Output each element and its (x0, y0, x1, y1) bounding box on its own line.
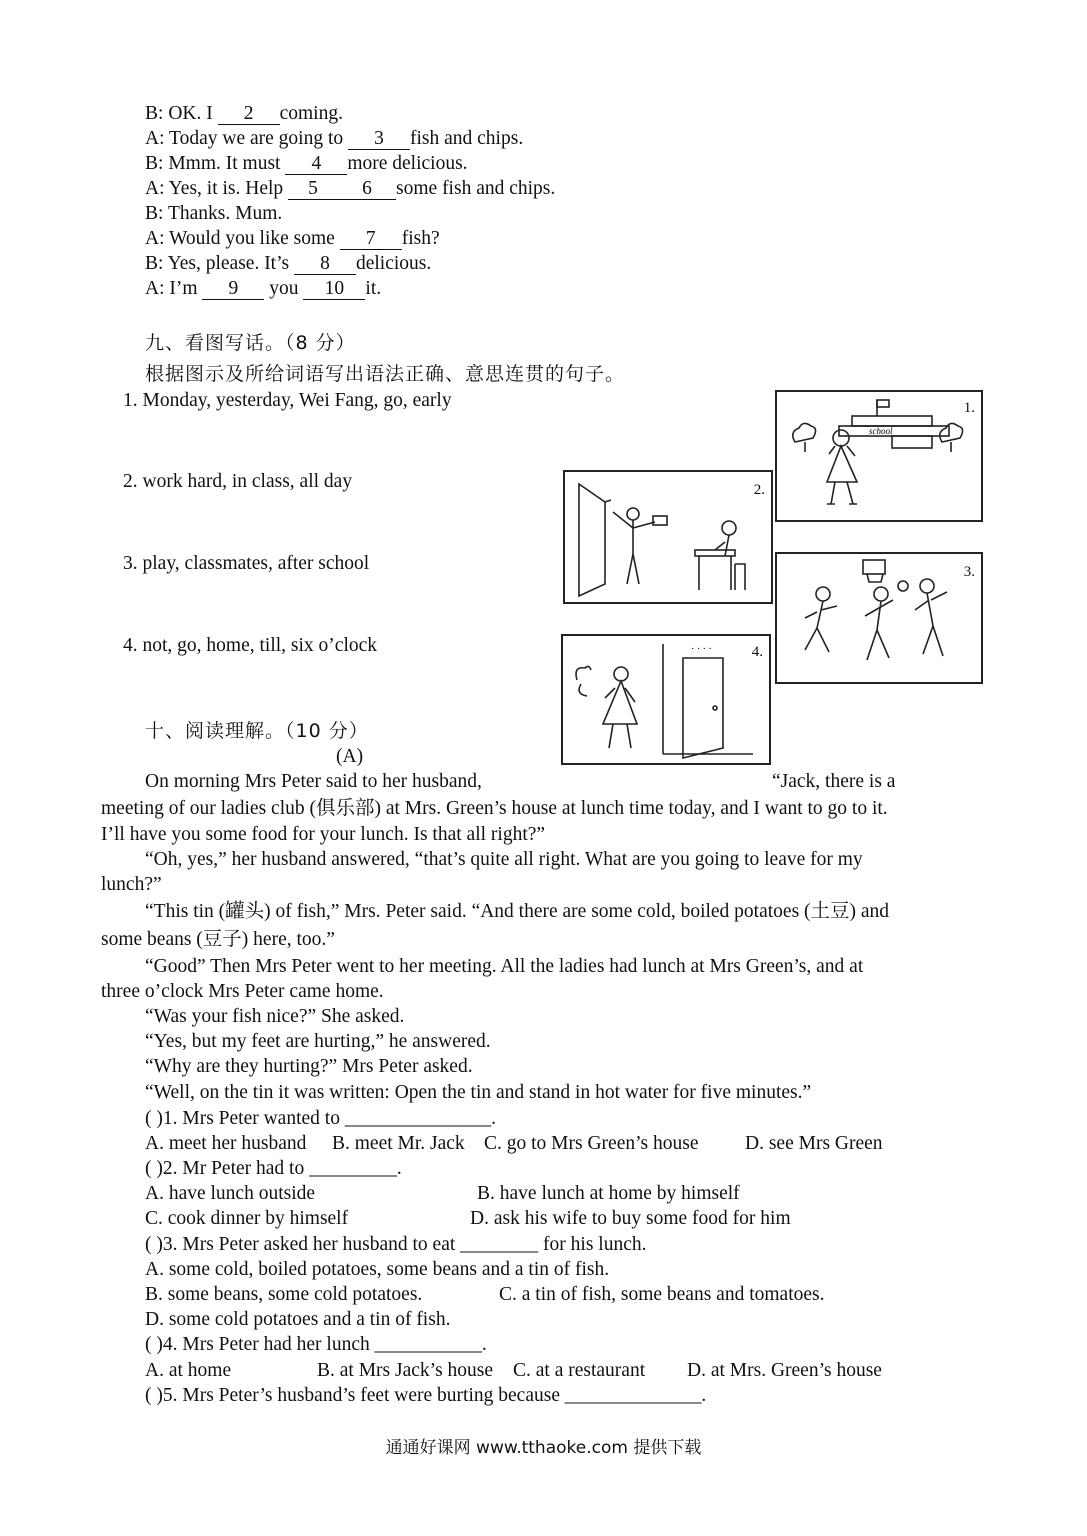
picture-number-2: 2. (753, 482, 765, 498)
question-4: ( )4. Mrs Peter had her lunch ___________. (145, 1334, 487, 1355)
q3-option-c[interactable]: C. a tin of fish, some beans and tomatoes. (499, 1284, 825, 1305)
passage-line-5: lunch?” (101, 874, 162, 895)
dialogue-line-3: B: Mmm. It must 4 more delicious. (145, 153, 468, 174)
picture-4 (561, 634, 771, 765)
passage-line-13: “Well, on the tin it was written: Open the tin and stand in hot water for five minutes.” (145, 1082, 812, 1103)
q1-option-b[interactable]: B. meet Mr. Jack (332, 1133, 465, 1154)
passage-line-1: On morning Mrs Peter said to her husband, (145, 771, 482, 792)
picture-number-3: 3. (963, 564, 975, 580)
teacher-and-student-classroom-drawing (565, 472, 771, 602)
q3-option-d[interactable]: D. some cold potatoes and a tin of fish. (145, 1309, 451, 1330)
section10-title: 十、阅读理解。（10 分） (145, 720, 369, 742)
q2-option-a[interactable]: A. have lunch outside (145, 1183, 316, 1204)
passage-line-7: some beans (豆子) here, too.” (101, 929, 335, 950)
question-2: ( )2. Mr Peter had to _________. (145, 1158, 402, 1179)
passage-line-11: “Yes, but my feet are hurting,” he answered. (145, 1031, 491, 1052)
blank-9[interactable]: 9 (202, 279, 264, 300)
part-a-label: (A) (336, 746, 364, 767)
question-5: ( )5. Mrs Peter’s husband’s feet were burting because ______________. (145, 1385, 707, 1406)
svg-text:· · · ·: · · · · (691, 644, 712, 655)
blank-5[interactable]: 5 (288, 179, 338, 200)
q4-option-b[interactable]: B. at Mrs Jack’s house (317, 1360, 494, 1381)
dialogue-line-2: A: Today we are going to 3 fish and chips. (145, 128, 524, 149)
blank-4[interactable]: 4 (285, 154, 347, 175)
q2-option-b[interactable]: B. have lunch at home by himself (477, 1183, 740, 1204)
q2-option-d[interactable]: D. ask his wife to buy some food for him (470, 1208, 791, 1229)
girl-going-to-school-drawing (777, 392, 981, 520)
dialogue-line-6: A: Would you like some 7 fish? (145, 228, 440, 249)
blank-10[interactable]: 10 (303, 279, 365, 300)
dialogue-line-4: A: Yes, it is. Help 5 6 some fish and chips. (145, 178, 556, 199)
passage-line-9: three o’clock Mrs Peter came home. (101, 981, 384, 1002)
school-sign-text: school (869, 426, 893, 436)
passage-line-12: “Why are they hurting?” Mrs Peter asked. (145, 1056, 473, 1077)
passage-line-8: “Good” Then Mrs Peter went to her meeting. All the ladies had lunch at Mrs Green’s, and at (145, 956, 864, 977)
dialogue-line-7: B: Yes, please. It’s 8 delicious. (145, 253, 432, 274)
blank-3[interactable]: 3 (348, 129, 410, 150)
question-1: ( )1. Mrs Peter wanted to _______________. (145, 1108, 496, 1129)
passage-line-2: meeting of our ladies club (俱乐部) at Mrs. Green’s house at lunch time today, and I want to go to it. (101, 798, 888, 819)
picture-number-4: 4. (751, 644, 763, 660)
q1-option-d[interactable]: D. see Mrs Green (745, 1133, 883, 1154)
picture-3 (775, 552, 983, 684)
dialogue-line-5: B: Thanks. Mum. (145, 203, 283, 224)
q4-option-a[interactable]: A. at home (145, 1360, 232, 1381)
prompt-4: 4. not, go, home, till, six o’clock (123, 635, 378, 656)
dialogue-line-1: B: OK. I 2 coming. (145, 103, 343, 124)
passage-line-6: “This tin (罐头) of fish,” Mrs. Peter said. “And there are some cold, boiled potatoes (土豆) and (145, 901, 890, 922)
question-3: ( )3. Mrs Peter asked her husband to eat ________ for his lunch. (145, 1234, 647, 1255)
q1-option-a[interactable]: A. meet her husband (145, 1133, 307, 1154)
section9-title: 九、看图写话。（8 分） (145, 332, 356, 354)
prompt-3: 3. play, classmates, after school (123, 553, 370, 574)
page-footer: 通通好课网 www.tthaoke.com 提供下载 (385, 1438, 702, 1458)
blank-6[interactable]: 6 (338, 179, 396, 200)
children-playing-basketball-drawing (777, 554, 981, 682)
girl-going-home-door-drawing (563, 636, 769, 763)
q3-option-a[interactable]: A. some cold, boiled potatoes, some beans and a tin of fish. (145, 1259, 610, 1280)
picture-2 (563, 470, 773, 604)
q1-option-c[interactable]: C. go to Mrs Green’s house (484, 1133, 699, 1154)
q3-option-b[interactable]: B. some beans, some cold potatoes. (145, 1284, 423, 1305)
q4-option-d[interactable]: D. at Mrs. Green’s house (687, 1360, 882, 1381)
q4-option-c[interactable]: C. at a restaurant (513, 1360, 646, 1381)
dialogue-line-8: A: I’m 9 you 10 it. (145, 278, 382, 299)
passage-line-1b: “Jack, there is a (772, 771, 896, 792)
picture-number-1: 1. (963, 400, 975, 416)
blank-2[interactable]: 2 (218, 104, 280, 125)
q2-option-c[interactable]: C. cook dinner by himself (145, 1208, 349, 1229)
passage-line-3: I’ll have you some food for your lunch. Is that all right?” (101, 824, 546, 845)
section9-instruction: 根据图示及所给词语写出语法正确、意思连贯的句子。 (145, 363, 626, 385)
passage-line-4: “Oh, yes,” her husband answered, “that’s quite all right. What are you going to leave for my (145, 849, 863, 870)
prompt-1: 1. Monday, yesterday, Wei Fang, go, early (123, 390, 452, 411)
blank-8[interactable]: 8 (294, 254, 356, 275)
picture-1 (775, 390, 983, 522)
passage-line-10: “Was your fish nice?” She asked. (145, 1006, 405, 1027)
blank-7[interactable]: 7 (340, 229, 402, 250)
prompt-2: 2. work hard, in class, all day (123, 471, 353, 492)
